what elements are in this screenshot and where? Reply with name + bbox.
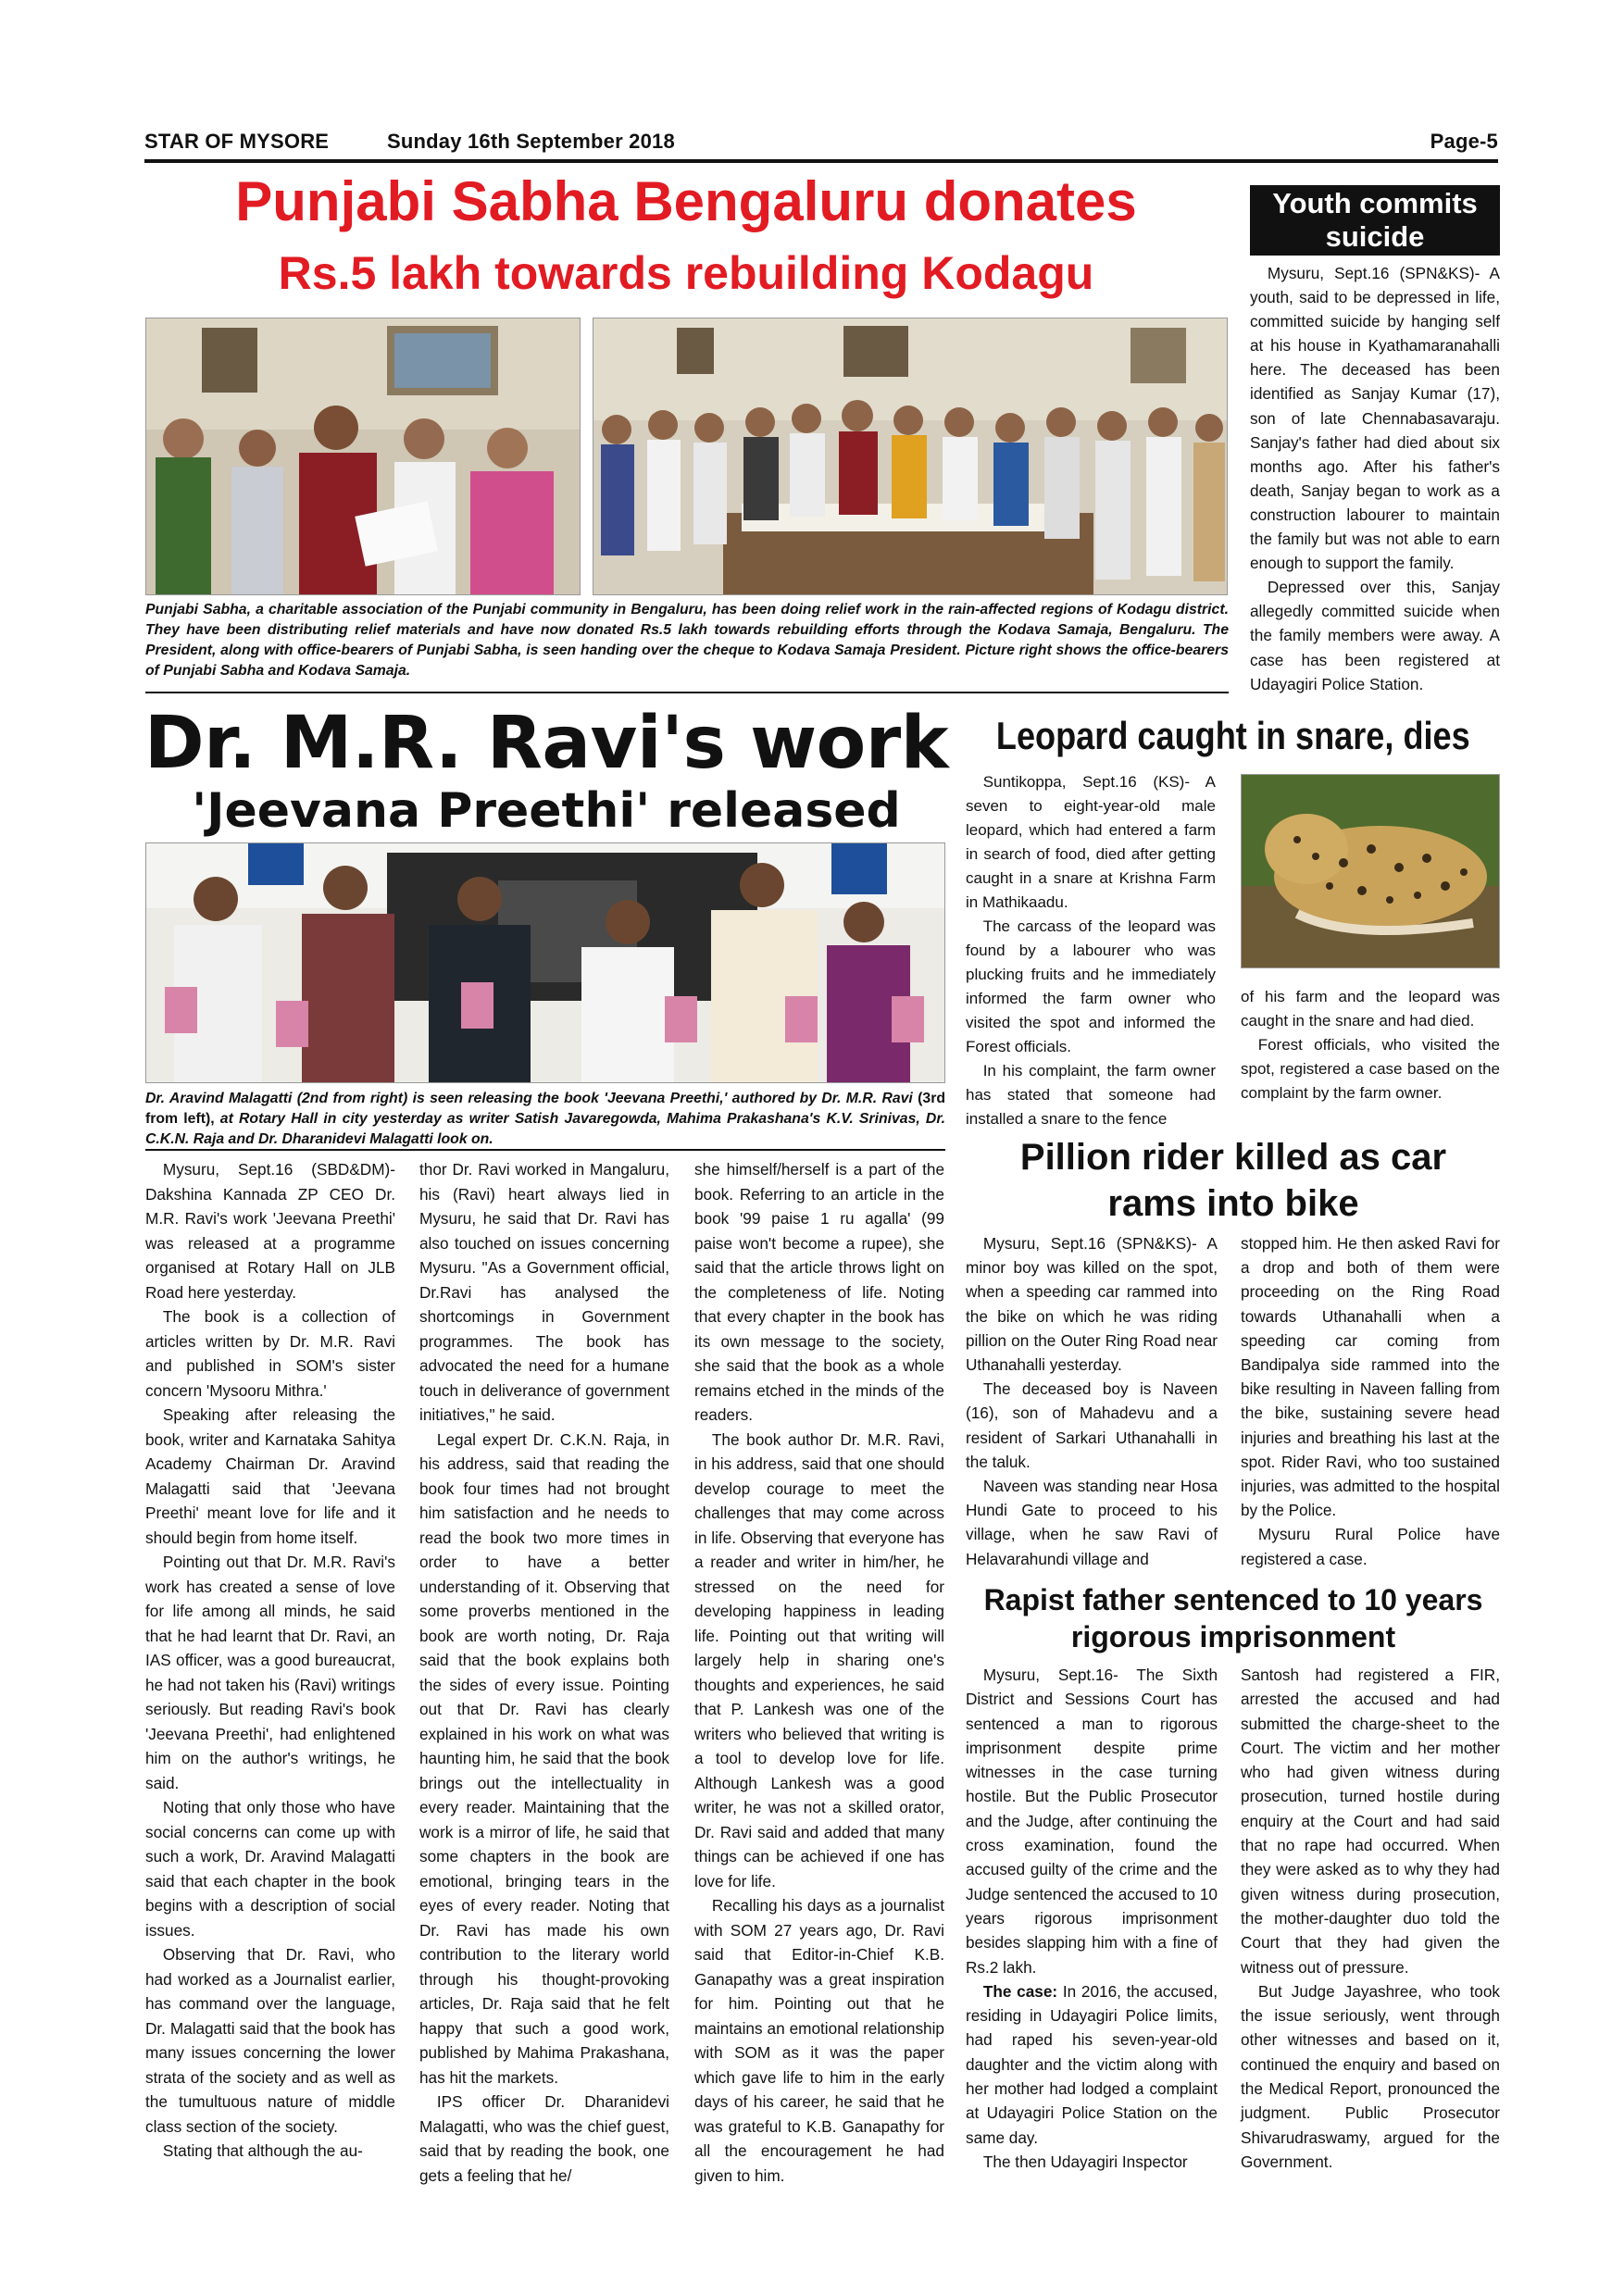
caption-part: (3rd from left), [145,1091,945,1127]
case-label: The case: [982,1981,1058,2001]
leopard-column-2 [1241,985,1500,1105]
youth-paragraph: Mysuru, Sept.16 (SPN&KS)- A youth, said to be depressed in life, committed suicide by hanging self at his house in Kyathamaranahalli here. The deceased has been identified as Sanjay Kumar (17), son of late Chennabasavaraju. Sanjay's father had died about six months ago. After his father's death, Sanjay began to work as a construction labourer to maintain the family but was not able to earn enough to support the family. [1250,264,1500,573]
rapist-paragraph: The then Udayagiri Inspector [982,2152,1188,2171]
paper-name: STAR OF MYSORE [144,130,330,153]
rapist-headline-1: Rapist father sentenced to 10 years [983,1583,1483,1616]
ravi-paragraph: Legal expert Dr. C.K.N. Raja, in his address, said that reading the book four times had not brought him satisfaction and he needs to read the book two more times in order to have a better understanding of it. Observing that some proverbs mentioned in the book are worth noting, Dr. Raja said that the book explains both the sides of every issue. Pointing out that Dr. Ravi has clearly explained in his work on what was haunting him, he said that the book brings out the intellectuality in every reader. Maintaining that the work is a mirror of life, he said that some chapters in the book are emotional, bringing tears in the eyes of every reader. Noting that Dr. Ravi has made his own contribution to the literary world through his thought-provoking articles, Dr. Raja said that he felt happy that such a good work, published by Mahima Prakashana, has hit the markets. [419,1429,669,2087]
section-divider [145,1149,945,1151]
pillion-paragraph: Mysuru Rural Police have registered a case. [1241,1525,1500,1568]
rapist-paragraph: But Judge Jayashree, who took the issue seriously, went through other witnesses and based on it, continued the enquiry and based on the Medical Report, pronounced the judgment. Public Prosecutor Shivarudraswamy, argued for the Government. [1241,1981,1500,2171]
ravi-column-2 [419,1157,669,2188]
rapist-headline-2: rigorous imprisonment [1070,1620,1396,1653]
issue-date: Sunday 16th September 2018 [387,130,675,153]
caption-part: at Rotary Hall in city yesterday as writer Satish Javaregowda, Mahima Prakashana's K.V. Srinivas, Dr. C.K.N. Raja and Dr. Dharanidevi Malagatti look on. [145,1111,945,1147]
leopard-paragraph: Suntikoppa, Sept.16 (KS)- A seven to eight-year-old male leopard, which had entered a farm in search of food, died after getting caught in a snare at Krishna Farm in Mathikaadu. [966,773,1216,911]
leopard-paragraph: The carcass of the leopard was found by a labourer who was plucking fruits and he immediately informed the farm owner who visited the spot and informed the Forest officials. [966,917,1216,1055]
rapist-paragraph: Santosh had registered a FIR, arrested the accused and had submitted the charge-sheet to the Court. The victim and her mother who had given witness during prosecution, turned hostile during enquiry at the Court and had said that no rape had occurred. When they were asked as to why they had given witness during prosecution, the mother-daughter duo told the Court that they had given the witness out of pressure. [1241,1666,1500,1977]
pillion-column-2 [1241,1231,1500,1571]
pillion-paragraph: Naveen was standing near Hosa Hundi Gate to proceed to his village, when he saw Ravi of Helavarahundi village and [966,1477,1218,1568]
ravi-paragraph: she himself/herself is a part of the book. Referring to an article in the book '99 paise 1 ru agalla' (99 paise won't become a rupee), she said that the article throws light on the completeness of life. Noting that every chapter in the book has its own message to the society, she said that the book as a whole remains etched in the minds of the readers. [694,1160,944,1424]
caption-part: is seen releasing the book 'Jeevana Preethi,' authored by Dr. M.R. Ravi [407,1091,918,1106]
photo-office-bearers [593,318,1228,595]
ravi-paragraph: Pointing out that Dr. M.R. Ravi's work has created a sense of love for life among all minds, he said that he had learnt that Dr. Ravi, an IAS officer, was a good bureaucrat, he had not taken his (Ravi) writings seriously. But reading Ravi's book 'Jeevana Preethi', had enlightened him on the author's writings, he said. [145,1553,395,1792]
photo-book-release [145,842,945,1083]
rapist-column-2 [1241,1663,1500,2174]
ravi-paragraph: IPS officer Dr. Dharanidevi Malagatti, who was the chief guest, said that by reading the book, one gets a feeling that he/ [419,2092,669,2185]
rapist-paragraph [966,1979,1218,2150]
leopard-paragraph: of his farm and the leopard was caught in the snare and had died. [1241,988,1500,1029]
pillion-headline-1: Pillion rider killed as car [1019,1137,1447,1178]
ravi-paragraph: Observing that Dr. Ravi, who had worked as a Journalist earlier, has command over the language, Dr. Malagatti said that the book has many issues concerning the lower strata of the society and as well as the tumultuous nature of middle class section of the society. [145,1945,395,2136]
pillion-column-1 [966,1231,1218,1571]
masthead [144,130,1498,163]
ravi-column-1 [145,1157,395,2164]
ravi-paragraph: Speaking after releasing the book, writer and Karnataka Sahitya Academy Chairman Dr. Aravind Malagatti said that 'Jeevana Preethi' meant love for life and it should begin from home itself. [145,1405,395,1547]
caption-part: Dr. Aravind Malagatti (2nd from right) [145,1091,408,1106]
photo-cheque-handover [145,318,581,595]
ravi-headline-2: 'Jeevana Preethi' released [192,783,901,839]
ravi-paragraph: The book author Dr. M.R. Ravi, in his address, said that one should develop courage to meet the challenges that may come across in life. Observing that everyone has a reader and writer in him/her, he stressed on the need for developing happiness in leading life. Pointing out that writing will largely help in sharing one's thoughts and experiences, he said that P. Lankesh was one of the writers who believed that writing is a tool to develop love for life. Although Lankesh was a good writer, he was not a skilled orator, Dr. Ravi said and added that many things can be achieved if one has love for life. [694,1429,944,1890]
rapist-column-1 [966,1663,1218,2174]
ravi-paragraph: Recalling his days as a journalist with SOM 27 years ago, Dr. Ravi said that Editor-in-Chief K.B. Ganapathy was a great inspiration for him. Pointing out that he maintains an emotional relationship with SOM as it was the paper which gave life to him in the early days of his career, he said that he was grateful to K.B. Ganapathy for all the encouragement he had given to him. [694,1896,944,2185]
punjabi-headline-2: Rs.5 lakh towards rebuilding Kodagu [278,247,1094,299]
ravi-paragraph: The book is a collection of articles written by Dr. M.R. Ravi and published in SOM's sister concern 'Mysooru Mithra.' [145,1307,395,1400]
pillion-paragraph: stopped him. He then asked Ravi for a drop and both of them were proceeding on the Ring Road towards Uthanahalli when a speeding car coming from Bandipalya side rammed into the bike resulting in Naveen falling from the bike, sustaining severe head injuries and breathing his last at the spot. Rider Ravi, who too sustained injuries, was admitted to the hospital by the Police. [1241,1234,1500,1520]
leopard-column-1 [966,770,1216,1131]
ravi-column-3 [694,1157,944,2188]
ravi-paragraph: Stating that although the au- [162,2141,363,2160]
leopard-paragraph: In his complaint, the farm owner has stated that someone had installed a snare to the fence [966,1062,1216,1128]
punjabi-photo-caption: Punjabi Sabha, a charitable association of the Punjabi community in Bengaluru, has been doing relief work in the rain-affected regions of Kodagu district. They have been distributing relief materials and have now donated Rs.5 lakh towards rebuilding efforts through the Kodava Samaja, Bengaluru. The President, along with office-bearers of Punjabi Sabha, is seen handing over the cheque to Kodava Samaja President. Picture right shows the office-bearers of Punjabi Sabha and Kodava Samaja. [145,602,1229,679]
leopard-headline: Leopard caught in snare, dies [995,714,1470,757]
pillion-paragraph: The deceased boy is Naveen (16), son of Mahadevu and a resident of Sarkari Uthanahalli in the taluk. [966,1379,1218,1471]
punjabi-headline-1: Punjabi Sabha Bengaluru donates [235,170,1137,232]
page-number: Page-5 [1430,130,1498,153]
pillion-headline-2: rams into bike [1107,1183,1359,1224]
ravi-headline-1: Dr. M.R. Ravi's work [144,702,949,785]
case-text: In 2016, the accused, residing in Udayagiri Police limits, had raped his seven-year-old daughter and the victim along with her mother had lodged a complaint at Udayagiri Police Station on the same day. [966,1981,1218,2147]
photo-leopard [1241,774,1500,968]
rapist-paragraph: Mysuru, Sept.16- The Sixth District and Sessions Court has sentenced a man to rigorous imprisonment despite prime witnesses in the case turning hostile. But the Public Prosecutor and the Judge, after continuing the cross examination, found the accused guilty of the crime and the Judge sentenced the accused to 10 years rigorous imprisonment besides slapping him with a fine of Rs.2 lakh. [966,1666,1218,1977]
leopard-paragraph: Forest officials, who visited the spot, registered a case based on the complaint by the farm owner. [1241,1036,1500,1102]
pillion-paragraph: Mysuru, Sept.16 (SPN&KS)- A minor boy was killed on the spot, when a speeding car rammed into the bike on which he was riding pillion on the Outer Ring Road near Uthanahalli yesterday. [966,1234,1218,1375]
youth-paragraph: Depressed over this, Sanjay allegedly committed suicide when the family members were away. A case has been registered at Udayagiri Police Station. [1250,578,1500,693]
ravi-paragraph: thor Dr. Ravi worked in Mangaluru, his (Ravi) heart always lied in Mysuru, he said that Dr. Ravi has also touched on issues concerning Mysuru. "As a Government official, Dr.Ravi has analysed the shortcomings in Government programmes. The book has advocated the need for a humane touch in deliverance of government initiatives," he said. [419,1160,669,1424]
ravi-paragraph: Mysuru, Sept.16 (SBD&DM)- Dakshina Kannada ZP CEO Dr. M.R. Ravi's work 'Jeevana Preethi' was released at a programme organised at Rotary Hall on JLB Road here yesterday. [145,1160,395,1302]
ravi-paragraph: Noting that only those who have social concerns can come up with such a work, Dr. Aravind Malagatti said that each chapter in the book begins with a description of social issues. [145,1798,395,1940]
youth-headline: Youth commits suicide [1250,185,1500,256]
youth-story [1250,261,1500,696]
section-divider [145,692,1229,693]
ravi-photo-caption [145,1089,945,1150]
